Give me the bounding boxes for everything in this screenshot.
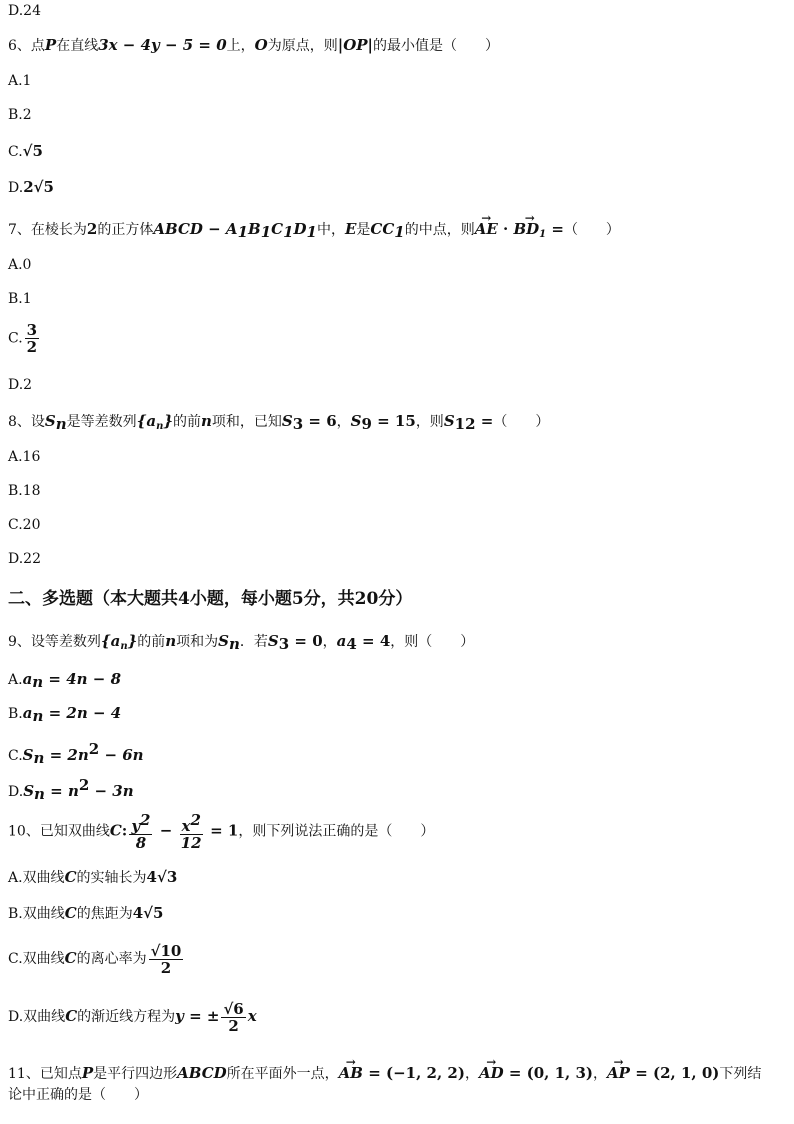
question-11: 11、已知点P是平行四边形ABCD所在平面外一点，→ AB = (−1, 2, 2)，→ AD = (0, 1, 3)，→ AP = (2, 1, 0)下列结 bbox=[8, 1064, 761, 1083]
q6-option-a: A.1 bbox=[8, 73, 32, 89]
q6-option-c: C.√5 bbox=[8, 142, 43, 160]
q7-option-c: C. $\frac{3}{2}$ bbox=[8, 321, 38, 356]
q7-option-d: D.2 bbox=[8, 377, 33, 393]
q6-option-d: D.2√5 bbox=[8, 178, 54, 196]
q10-option-a: A.双曲线C的实轴长为4√3 bbox=[8, 868, 178, 886]
q9-option-c: $C.S_n = 2n^2 - 6n$ bbox=[8, 740, 144, 767]
q9-option-a: $A.a_n = 4n - 8$ bbox=[8, 670, 122, 691]
q5-option-d: D.24 bbox=[8, 3, 41, 19]
q6-option-b: B.2 bbox=[8, 107, 32, 123]
q8-option-b: B.18 bbox=[8, 483, 41, 499]
question-11-line-2: 论中正确的是（ ） bbox=[8, 1087, 148, 1103]
question-8: 8、设$S_n$是等差数列$\{a_n\}$的前n项和，已知$S_3 = 6$，$S_9 = 15$，则$S_{12}$ =（ ） bbox=[8, 412, 550, 433]
q8-option-a: A.16 bbox=[8, 449, 41, 465]
q7-option-b: B.1 bbox=[8, 291, 32, 307]
q8-option-d: D.22 bbox=[8, 551, 41, 567]
question-7: 7、在棱长为2的正方体ABCD − $A_1B_1C_1D_1$中，E是$CC_1$的中点，则→ AE · → $BD_1$ =（ ） bbox=[8, 220, 620, 244]
q8-option-c: C.20 bbox=[8, 517, 41, 533]
section-title-multi-choice: 二、多选题（本大题共4小题，每小题5分，共20分） bbox=[8, 589, 413, 609]
question-6: 6、点P在直线3x − 4y − 5 = 0上，O为原点，则|OP|的最小值是（ ） bbox=[8, 36, 499, 54]
q9-option-b: $B.a_n = 2n - 4$ bbox=[8, 704, 122, 725]
q9-option-d: $D.S_n = n^2 - 3n$ bbox=[8, 776, 134, 803]
question-10: 10、已知双曲线C: $\frac{y^2}{8}$ − $\frac{x^2}{12}$ = 1，则下列说法正确的是（ ） bbox=[8, 811, 435, 852]
q10-option-c: C.双曲线C的离心率为 $\frac{√10}{2}$ bbox=[8, 941, 182, 977]
q10-option-b: B.双曲线C的焦距为4√5 bbox=[8, 904, 164, 922]
question-9: 9、设等差数列$\{a_n\}$的前n项和为$S_n$．若$S_3 = 0$，$a_4 = 4$，则（ ） bbox=[8, 632, 475, 653]
q7-option-a: A.0 bbox=[8, 257, 32, 273]
q10-option-d: D.双曲线C的渐近线方程为y = ± $\frac{√6}{2}$ x bbox=[8, 999, 257, 1035]
